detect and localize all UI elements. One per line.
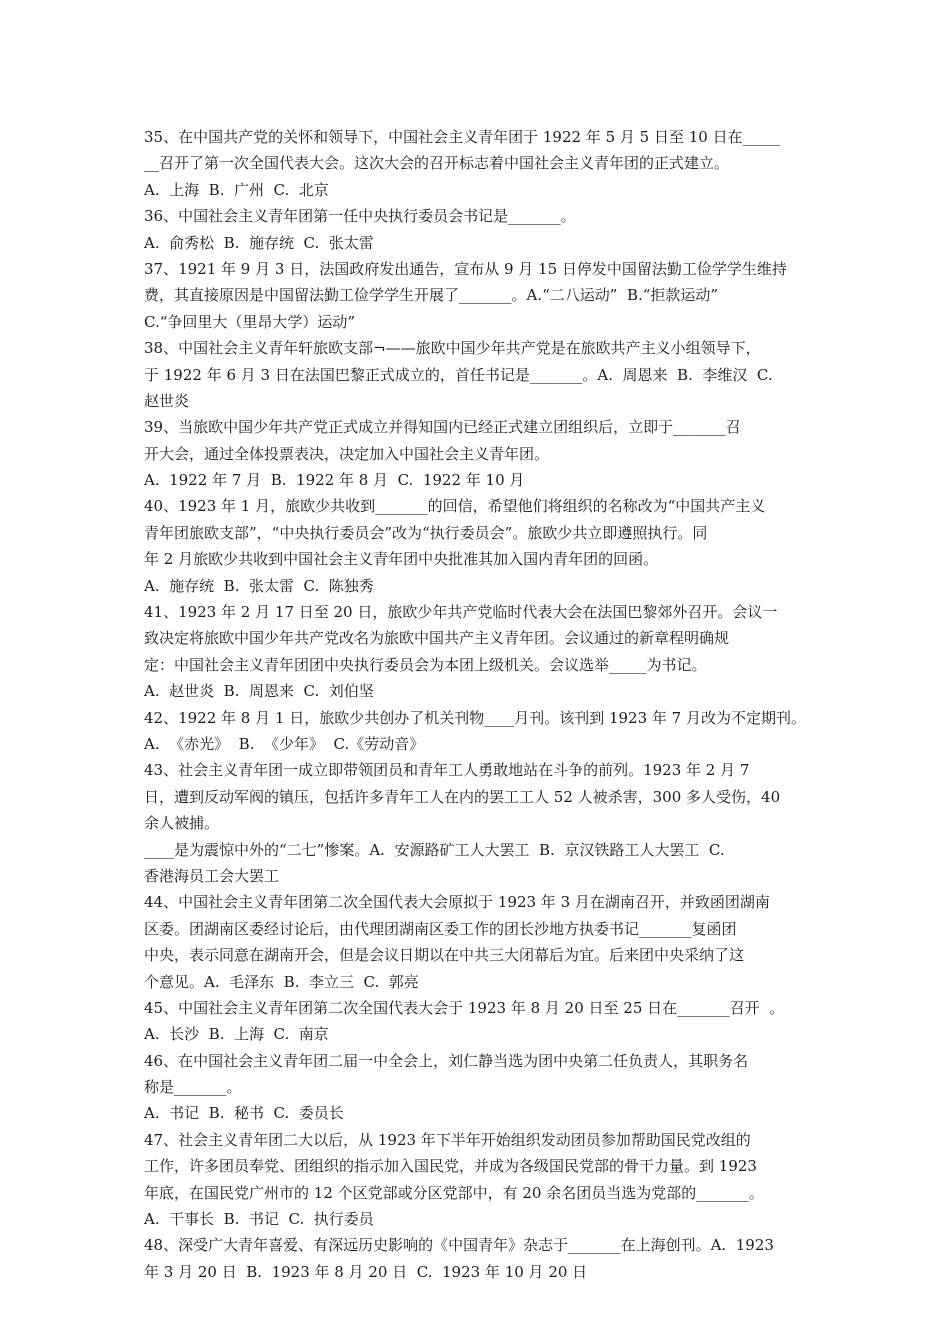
text-line: 43、社会主义青年团一成立即带领团员和青年工人勇敢地站在斗争的前列。1923 年 2 月 7 xyxy=(144,761,750,780)
text-line: 称是_______。 xyxy=(144,1078,242,1097)
text-line: 38、中国社会主义青年轩旅欧支部¬——旅欧中国少年共产党是在旅欧共产主义小组领导下， xyxy=(144,339,761,358)
text-line: 年 2 月旅欧少共收到中国社会主义青年团中央批准其加入国内青年团的回函。 xyxy=(144,550,659,569)
text-line: 41、1923 年 2 月 17 日至 20 日，旅欧少年共产党临时代表大会在法国巴黎郊外召开。会议一 xyxy=(144,603,778,622)
text-line: 40、1923 年 1 月，旅欧少共收到_______的回信，希望他们将组织的名称改为“中国共产主义 xyxy=(144,497,766,516)
text-line: A. 1922 年 7 月 B. 1922 年 8 月 C. 1922 年 10 月 xyxy=(144,471,525,490)
text-line: 年底，在国民党广州市的 12 个区党部或分区党部中，有 20 余名团员当选为党部的_______。 xyxy=(144,1183,764,1202)
text-line: A. 长沙 B. 上海 C. 南京 xyxy=(144,1025,329,1044)
text-line: A. 书记 B. 秘书 C. 委员长 xyxy=(144,1104,344,1123)
text-line: 47、社会主义青年团二大以后，从 1923 年下半年开始组织发动团员参加帮助国民党改组的 xyxy=(144,1130,751,1149)
text-line: 46、在中国社会主义青年团二届一中全会上，刘仁静当选为团中央第二任负责人，其职务名 xyxy=(144,1051,749,1070)
text-line: 致决定将旅欧中国少年共产党改名为旅欧中国共产主义青年团。会议通过的新章程明确规 xyxy=(144,629,730,648)
text-line: 日，遭到反动军阀的镇压，包括许多青年工人在内的罢工工人 52 人被杀害，300 多人受伤，40 xyxy=(144,787,781,806)
text-line: 青年团旅欧支部”，“中央执行委员会”改为“执行委员会”。旅欧少共立即遵照执行。同 xyxy=(144,523,708,542)
text-line: 区委。团湖南区委经讨论后，由代理团湖南区委工作的团长沙地方执委书记_______复函团 xyxy=(144,919,737,938)
text-line: 费，其直接原因是中国留法勤工俭学学生开展了_______。A.“二八运动” B.“拒款运动” xyxy=(144,286,719,305)
text-line: 工作，许多团员奉党、团组织的指示加入国民党，并成为各级国民党部的骨干力量。到 1923 xyxy=(144,1157,757,1176)
text-line: 余人被捕。 xyxy=(144,814,220,833)
text-line: 定：中国社会主义青年团团中央执行委员会为本团上级机关。会议选举_____为书记。 xyxy=(144,655,707,674)
text-line: 35、在中国共产党的关怀和领导下，中国社会主义青年团于 1922 年 5 月 5 日至 10 日在_____ xyxy=(144,128,781,146)
text-line: A. 俞秀松 B. 施存统 C. 张太雷 xyxy=(144,233,374,252)
text-line: 中央，表示同意在湖南开会，但是会议日期以在中共三大闭幕后为宜。后来团中央采纳了这 xyxy=(144,946,745,965)
text-line: 香港海员工会大罢工 xyxy=(144,866,280,885)
text-line: 37、1921 年 9 月 3 日，法国政府发出通告，宣布从 9 月 15 日停发中国留法勤工俭学学生维持 xyxy=(144,259,787,278)
text-line: 开大会，通过全体投票表决，决定加入中国社会主义青年团。 xyxy=(144,444,550,463)
text-line: 36、中国社会主义青年团第一任中央执行委员会书记是_______。 xyxy=(144,207,576,226)
text-line: 个意见。A. 毛泽东 B. 李立三 C. 郭亮 xyxy=(144,972,419,991)
text-line: A. 赵世炎 B. 周恩来 C. 刘伯坚 xyxy=(144,682,374,701)
text-line: 年 3 月 20 日 B. 1923 年 8 月 20 日 C. 1923 年 10 月 20 日 xyxy=(144,1262,588,1281)
text-line: 赵世炎 xyxy=(144,391,190,410)
text-line: A. 《赤光》 B. 《少年》 C.《劳动音》 xyxy=(144,734,425,753)
text-line: 于 1922 年 6 月 3 日在法国巴黎正式成立的，首任书记是_______。A. 周恩来 B. 李维汉 C. xyxy=(144,365,773,384)
text-line: 39、当旅欧中国少年共产党正式成立并得知国内已经正式建立团组织后，立即于_______召 xyxy=(144,418,741,437)
text-line: ____是为震惊中外的“二七”惨案。A. 安源路矿工人大罢工 B. 京汉铁路工人大罢工 C. xyxy=(144,840,725,859)
text-line: A. 施存统 B. 张太雷 C. 陈独秀 xyxy=(144,576,374,595)
text-line: 45、中国社会主义青年团第二次全国代表大会于 1923 年 8 月 20 日至 25 日在_______召开 。 xyxy=(144,998,785,1017)
text-line: 44、中国社会主义青年团第二次全国代表大会原拟于 1923 年 3 月在湖南召开，并致函团湖南 xyxy=(144,893,770,912)
text-line: 42、1922 年 8 月 1 日，旅欧少共创办了机关刊物____月刊。该刊到 1923 年 7 月改为不定期刊。 xyxy=(144,708,806,727)
text-line: 48、深受广大青年喜爱、有深远历史影响的《中国青年》杂志于_______在上海创刊。A. 1923 xyxy=(144,1236,774,1255)
text-line: __召开了第一次全国代表大会。这次大会的召开标志着中国社会主义青年团的正式建立。 xyxy=(144,154,730,173)
text-line: A. 上海 B. 广州 C. 北京 xyxy=(144,180,329,199)
text-line: A. 干事长 B. 书记 C. 执行委员 xyxy=(144,1210,374,1229)
text-line: C.“争回里大（里昂大学）运动” xyxy=(144,312,356,331)
document-body xyxy=(144,124,824,1285)
